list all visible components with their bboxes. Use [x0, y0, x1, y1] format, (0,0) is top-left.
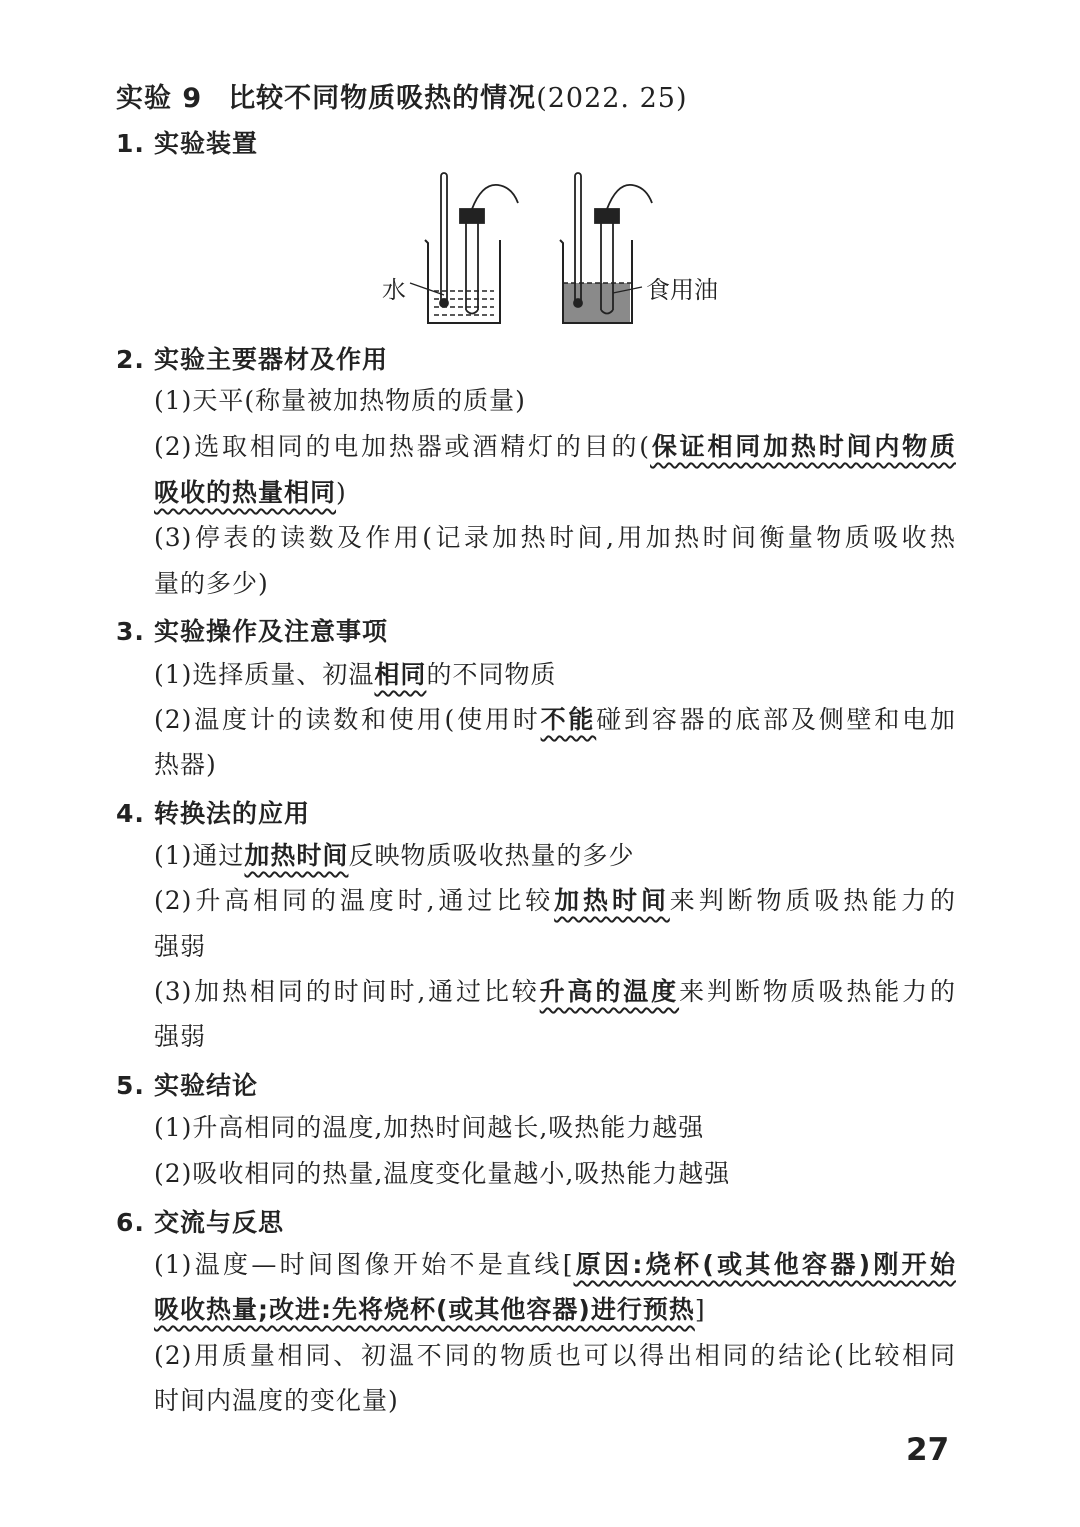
heater-left [460, 185, 518, 314]
s4-item3-line1: (3)加热相同的时间时,通过比较升高的温度来判断物质吸热能力的 [154, 977, 956, 1006]
key-point: 加热时间 [554, 886, 670, 915]
s2-item1: (1)天平(称量被加热物质的质量) [154, 386, 526, 415]
key-point: 保证相同加热时间内物质 [650, 432, 956, 461]
section-heading-3: 3. 实验操作及注意事项 [116, 617, 389, 646]
s3-item2-line2: 热器) [154, 750, 217, 779]
section-heading-1: 1. 实验装置 [116, 129, 259, 158]
experiment-title [116, 76, 688, 115]
key-point: 加热时间 [244, 841, 349, 870]
s2-item3-line1: (3)停表的读数及作用(记录加热时间,用加热时间衡量物质吸收热 [154, 523, 956, 552]
beaker-diagram [370, 165, 740, 335]
exam-year: (2022. 25) [536, 83, 688, 114]
s4-item1: (1)通过加热时间反映物质吸收热量的多少 [154, 841, 635, 870]
key-point: 升高的温度 [539, 977, 680, 1006]
s5-item2: (2)吸收相同的热量,温度变化量越小,吸热能力越强 [154, 1159, 731, 1188]
key-point: 相同 [374, 660, 427, 689]
key-point: 吸收的热量相同 [154, 478, 337, 507]
section-heading-5: 5. 实验结论 [116, 1071, 259, 1100]
page-number: 27 [906, 1432, 950, 1468]
s2-item2-line2: 吸收的热量相同) [154, 478, 347, 507]
water-label: 水 [382, 276, 406, 304]
section-heading-2: 2. 实验主要器材及作用 [116, 345, 389, 374]
s6-item2-line1: (2)用质量相同、初温不同的物质也可以得出相同的结论(比较相同 [154, 1341, 956, 1370]
experiment-name: 比较不同物质吸热的情况 [228, 83, 537, 114]
s5-item1: (1)升高相同的温度,加热时间越长,吸热能力越强 [154, 1113, 705, 1142]
s2-item3-line2: 量的多少) [154, 569, 269, 598]
thermometer-left [440, 173, 448, 307]
s6-item1-line1: (1)温度—时间图像开始不是直线[原因:烧杯(或其他容器)刚开始 [154, 1250, 956, 1279]
key-point: 原因:烧杯(或其他容器)刚开始 [573, 1250, 956, 1279]
s6-item1-line2: 吸收热量;改进:先将烧杯(或其他容器)进行预热] [154, 1295, 706, 1324]
s6-item2-line2: 时间内温度的变化量) [154, 1386, 399, 1415]
oil-beaker [560, 240, 632, 323]
s4-item3-line2: 强弱 [154, 1022, 207, 1051]
key-point: 不能 [540, 705, 597, 734]
key-point: 吸收热量;改进:先将烧杯(或其他容器)进行预热 [154, 1295, 695, 1324]
section-heading-6: 6. 交流与反思 [116, 1208, 285, 1237]
oil-label: 食用油 [646, 276, 718, 304]
s4-item2-line1: (2)升高相同的温度时,通过比较加热时间来判断物质吸热能力的 [154, 886, 956, 915]
s4-item2-line2: 强弱 [154, 932, 207, 961]
s3-item1: (1)选择质量、初温相同的不同物质 [154, 660, 557, 689]
apparatus-figure [370, 165, 740, 335]
section-heading-4: 4. 转换法的应用 [116, 799, 311, 828]
water-beaker [425, 240, 500, 323]
s3-item2-line1: (2)温度计的读数和使用(使用时不能碰到容器的底部及侧壁和电加 [154, 705, 956, 734]
s2-item2-line1: (2)选取相同的电加热器或酒精灯的目的(保证相同加热时间内物质 [154, 432, 956, 461]
experiment-number: 实验 9 [116, 83, 203, 114]
